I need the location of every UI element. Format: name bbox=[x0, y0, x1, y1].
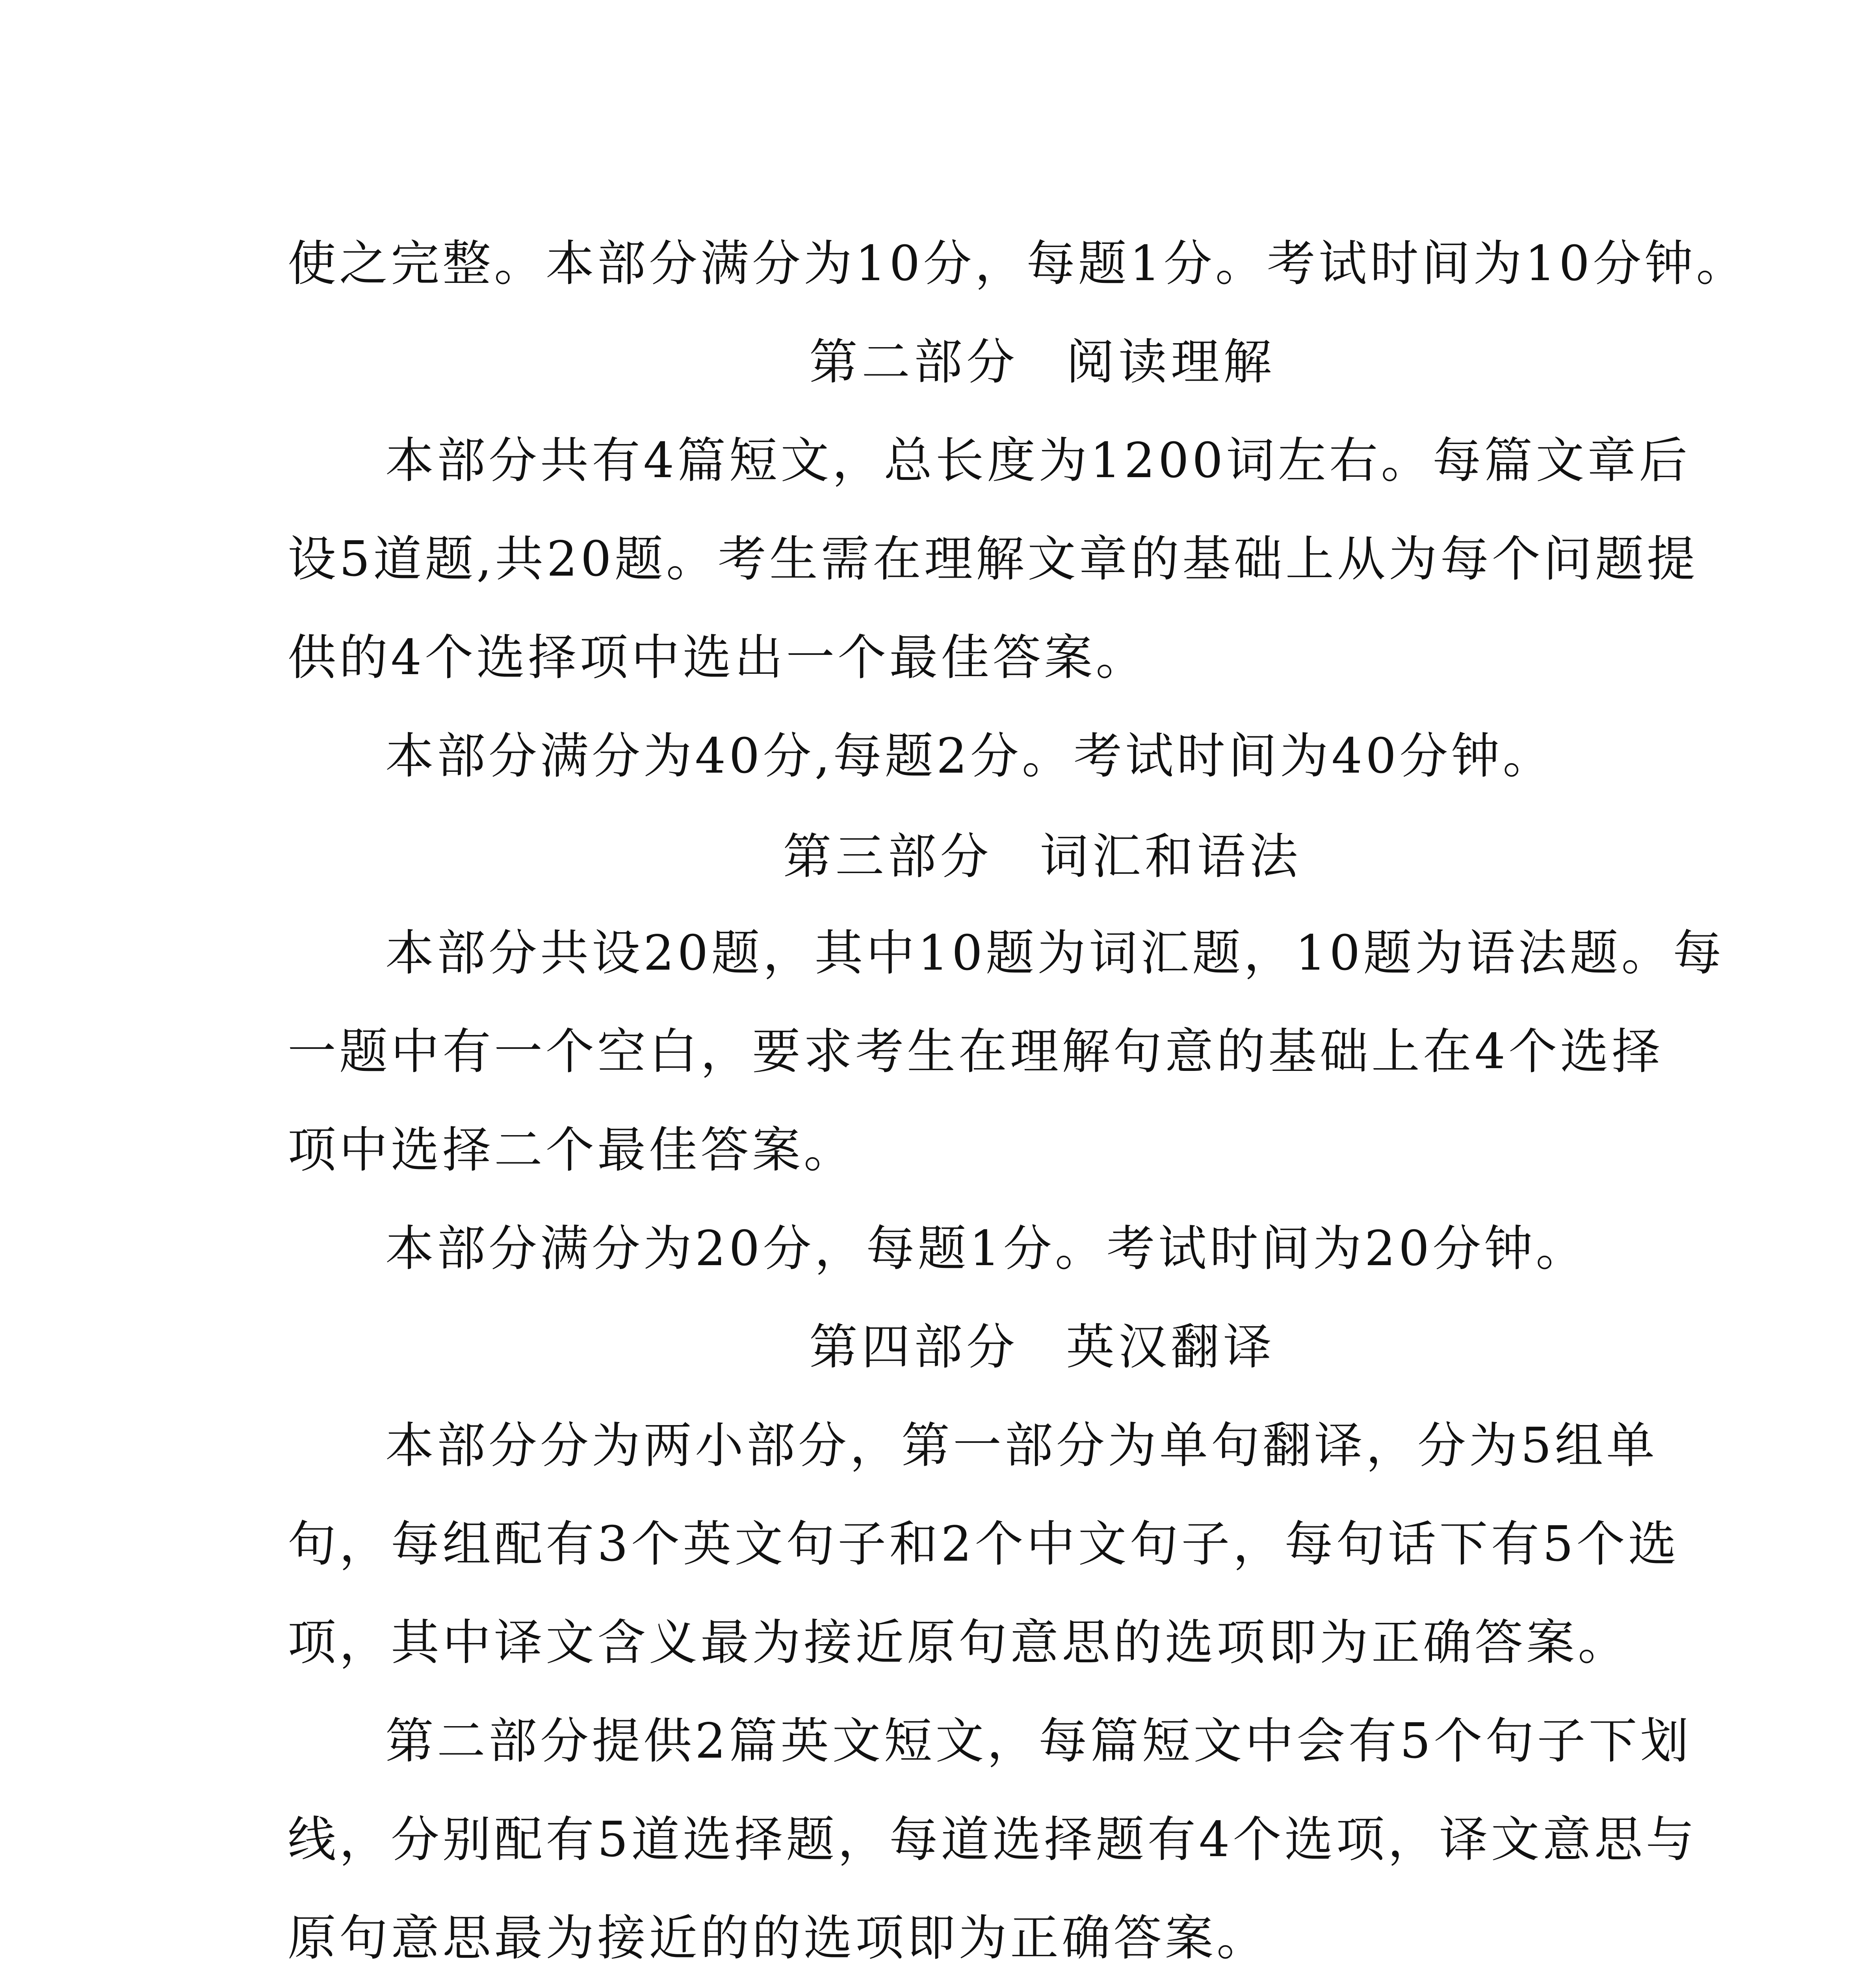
paragraph-line: 第二部分提供2篇英文短文，每篇短文中会有5个句子下划 bbox=[385, 1713, 1692, 1769]
section-number: 第二部分 bbox=[809, 334, 1019, 390]
section-title: 阅读理解 bbox=[1066, 334, 1276, 390]
paragraph-line: 本部分满分为40分,每题2分。考试时间为40分钟。 bbox=[385, 728, 1555, 784]
paragraph-line: 项，其中译文含义最为接近原句意思的选项即为正确答案。 bbox=[288, 1615, 1629, 1671]
paragraph-line: 供的4个选择项中选出一个最佳答案。 bbox=[288, 630, 1148, 686]
paragraph-line: 句，每组配有3个英文句子和2个中文句子，每句话下有5个选 bbox=[288, 1516, 1680, 1572]
paragraph-line: 使之完整。本部分满分为10分，每题1分。考试时间为10分钟。 bbox=[288, 236, 1748, 292]
section-number: 第四部分 bbox=[809, 1319, 1019, 1375]
paragraph-line: 原句意思最为接近的的选项即为正确答案。 bbox=[288, 1910, 1268, 1966]
section-heading-reading bbox=[0, 333, 1876, 392]
paragraph-line: 本部分分为两小部分，第一部分为单句翻译，分为5组单 bbox=[385, 1418, 1658, 1474]
section-heading-vocabulary bbox=[0, 827, 1876, 886]
section-number: 第三部分 bbox=[783, 829, 993, 885]
paragraph-line: 一题中有一个空白，要求考生在理解句意的基础上在4个选择 bbox=[288, 1024, 1664, 1080]
paragraph-line: 本部分共有4篇短文，总长度为1200词左右。每篇文章后 bbox=[385, 433, 1691, 489]
section-title: 词汇和语法 bbox=[1040, 829, 1302, 885]
paragraph-line: 线，分别配有5道选择题，每道选择题有4个选项，译文意思与 bbox=[288, 1812, 1698, 1868]
paragraph-line: 本部分满分为20分，每题1分。考试时间为20分钟。 bbox=[385, 1221, 1588, 1277]
section-title: 英汉翻译 bbox=[1066, 1319, 1276, 1375]
paragraph-line: 设5道题,共20题。考生需在理解文章的基础上从为每个问题提 bbox=[288, 531, 1698, 587]
section-heading-translation bbox=[0, 1318, 1876, 1377]
paragraph-line: 本部分共设20题，其中10题为词汇题，10题为语法题。每 bbox=[385, 925, 1725, 981]
paragraph-line: 项中选择二个最佳答案。 bbox=[288, 1122, 855, 1178]
